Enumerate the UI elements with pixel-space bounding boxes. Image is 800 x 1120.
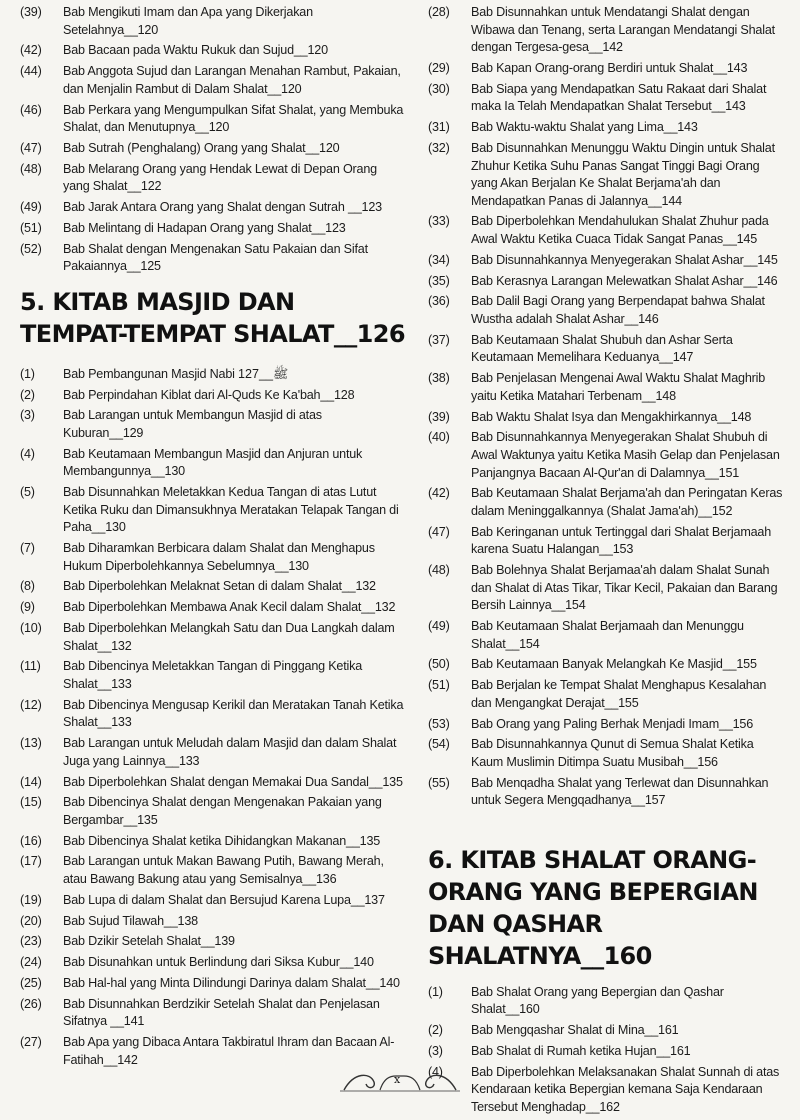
entry-title: Bab Bolehnya Shalat Berjamaa'ah dalam Shalat Sunah dan Shalat di Atas Tikar, Tikar Kecil, Pakaian dan Barang Bersih Lainnya__154 xyxy=(471,563,778,613)
entry-title: Bab Diperbolehkan Mendahulukan Shalat Zhuhur pada Awal Waktu Ketika Cuaca Tidak Sangat Panas__145 xyxy=(471,214,769,247)
toc-entry xyxy=(20,140,405,158)
entry-title: Bab Disunnahkan untuk Mendatangi Shalat dengan Wibawa dan Tenang, serta Larangan Mendatangi Shalat dengan Tergesa-gesa__142 xyxy=(471,5,775,55)
entry-title: Bab Larangan untuk Membangun Masjid di atas Kuburan__129 xyxy=(63,408,322,440)
entry-title: Bab Kapan Orang-orang Berdiri untuk Shalat__143 xyxy=(471,60,748,75)
entry-number: (36) xyxy=(428,294,450,309)
entry-title: Bab Dalil Bagi Orang yang Berpendapat bahwa Shalat Wustha adalah Shalat Ashar__146 xyxy=(471,294,765,326)
entry-title: Bab Kerasnya Larangan Melewatkan Shalat Ashar__146 xyxy=(471,273,778,288)
entry-title: Bab Dibencinya Shalat dengan Mengenakan Pakaian yang Bergambar__135 xyxy=(63,795,382,827)
entry-number: (48) xyxy=(428,563,450,578)
entry-title: Bab Larangan untuk Makan Bawang Putih, Bawang Merah, atau Bawang Bakung atau yang Semisalnya__136 xyxy=(63,854,384,887)
toc-entry xyxy=(20,735,405,770)
entry-number: (1) xyxy=(428,984,443,999)
toc-entry xyxy=(20,774,405,792)
toc-entry xyxy=(428,293,788,328)
section-heading-5: 5. KITAB MASJID DAN TEMPAT-TEMPAT SHALAT__126 xyxy=(20,287,405,348)
entry-number: (39) xyxy=(20,5,42,19)
entry-title: Bab Dibencinya Mengusap Kerikil dan Meratakan Tanah Ketika Shalat__133 xyxy=(63,697,404,730)
entry-number: (25) xyxy=(20,975,42,990)
entry-number: (49) xyxy=(20,200,42,215)
toc-list-section-6 xyxy=(428,984,788,1117)
toc-list-right-top xyxy=(428,4,788,810)
toc-list-section-5 xyxy=(20,366,405,1070)
entry-number: (19) xyxy=(20,892,42,907)
entry-title: Bab Waktu-waktu Shalat yang Lima__143 xyxy=(471,120,698,135)
entry-number: (47) xyxy=(20,140,42,155)
toc-entry xyxy=(20,4,405,39)
toc-entry xyxy=(20,892,405,910)
entry-number: (31) xyxy=(428,120,450,135)
toc-entry xyxy=(20,658,405,693)
entry-number: (46) xyxy=(20,102,42,117)
entry-number: (32) xyxy=(428,140,450,155)
entry-title: Bab Melintang di Hadapan Orang yang Shalat__123 xyxy=(63,220,346,235)
entry-number: (26) xyxy=(20,996,42,1011)
entry-number: (4) xyxy=(428,1064,443,1079)
toc-list-left-top xyxy=(20,4,405,276)
entry-title: Bab Hal-hal yang Minta Dilindungi Darinya dalam Shalat__140 xyxy=(63,975,400,990)
section-heading-6: 6. KITAB SHALAT ORANG-ORANG YANG BEPERGIAN DAN QASHAR SHALATNYA__160 xyxy=(428,845,758,970)
toc-entry xyxy=(20,1034,405,1069)
entry-number: (8) xyxy=(20,579,35,594)
entry-number: (4) xyxy=(20,446,35,461)
toc-entry xyxy=(20,853,405,888)
entry-title: Bab Diperbolehkan Melaknat Setan di dalam Shalat__132 xyxy=(63,579,376,594)
entry-title: Bab Apa yang Dibaca Antara Takbiratul Ihram dan Bacaan Al-Fatihah__142 xyxy=(63,1035,395,1067)
toc-entry xyxy=(428,409,788,427)
toc-entry xyxy=(428,485,788,520)
entry-title: Bab Larangan untuk Meludah dalam Masjid dan dalam Shalat Juga yang Lainnya__133 xyxy=(63,736,397,768)
entry-title: Bab Disunnahkannya Qunut di Semua Shalat Ketika Kaum Muslimin Ditimpa Suatu Musibah__156 xyxy=(471,737,754,769)
toc-entry xyxy=(20,578,405,596)
toc-entry xyxy=(428,618,788,653)
entry-number: (5) xyxy=(20,485,35,500)
entry-number: (9) xyxy=(20,600,35,615)
entry-title: Bab Penjelasan Mengenai Awal Waktu Shalat Maghrib yaitu Ketika Matahari Terbenam__148 xyxy=(471,371,766,403)
toc-entry xyxy=(20,102,405,137)
entry-number: (39) xyxy=(428,409,450,424)
entry-title: Bab Mengqashar Shalat di Mina__161 xyxy=(471,1023,679,1038)
entry-title: Bab Perpindahan Kiblat dari Al-Quds Ke Ka'bah__128 xyxy=(63,387,355,402)
entry-number: (2) xyxy=(20,387,35,402)
entry-number: (37) xyxy=(428,332,450,347)
toc-entry xyxy=(20,620,405,655)
entry-title: Bab Dzikir Setelah Shalat__139 xyxy=(63,934,235,949)
entry-number: (10) xyxy=(20,621,42,636)
entry-title: Bab Keutamaan Banyak Melangkah Ke Masjid__155 xyxy=(471,657,757,672)
entry-title: Bab Disunahkan untuk Berlindung dari Siksa Kubur__140 xyxy=(63,955,374,970)
entry-title: Bab Jarak Antara Orang yang Shalat dengan Sutrah __123 xyxy=(63,200,382,215)
entry-number: (29) xyxy=(428,60,450,75)
toc-entry xyxy=(20,63,405,98)
entry-title: Bab Perkara yang Mengumpulkan Sifat Shalat, yang Membuka Shalat, dan Menutupnya__120 xyxy=(63,102,404,135)
entry-number: (20) xyxy=(20,913,42,928)
toc-entry xyxy=(20,220,405,238)
entry-number: (7) xyxy=(20,541,35,556)
toc-entry xyxy=(20,446,405,481)
toc-entry xyxy=(20,975,405,993)
entry-title: Bab Lupa di dalam Shalat dan Bersujud Karena Lupa__137 xyxy=(63,892,385,907)
toc-entry xyxy=(20,913,405,931)
entry-title: Bab Keutamaan Shalat Berjamaah dan Menunggu Shalat__154 xyxy=(471,619,744,651)
entry-title: Bab Waktu Shalat Isya dan Mengakhirkannya__148 xyxy=(471,409,752,424)
toc-entry xyxy=(428,213,788,248)
entry-title: Bab Bacaan pada Waktu Rukuk dan Sujud__120 xyxy=(63,43,328,58)
entry-title: Bab Diperbolehkan Melaksanakan Shalat Sunnah di atas Kendaraan ketika Bepergian kemana Saja Kendaraan Tersebut Menghadap__162 xyxy=(471,1064,780,1114)
toc-entry xyxy=(428,775,788,810)
toc-entry xyxy=(20,199,405,217)
toc-entry xyxy=(20,954,405,972)
entry-number: (16) xyxy=(20,833,42,848)
toc-entry xyxy=(20,484,405,537)
entry-title: Bab Diperbolehkan Melangkah Satu dan Dua Langkah dalam Shalat__132 xyxy=(63,621,395,653)
entry-number: (33) xyxy=(428,214,450,229)
toc-entry xyxy=(20,161,405,196)
entry-title: Bab Diharamkan Berbicara dalam Shalat dan Menghapus Hukum Diperbolehkannya Sebelumnya__130 xyxy=(63,541,375,573)
entry-title: Bab Shalat dengan Mengenakan Satu Pakaian dan Sifat Pakaiannya__125 xyxy=(63,241,368,274)
entry-number: (11) xyxy=(20,659,41,674)
entry-number: (42) xyxy=(428,486,450,501)
entry-number: (50) xyxy=(428,657,450,672)
entry-title: Bab Keringanan untuk Tertinggal dari Shalat Berjamaah karena Suatu Halangan__153 xyxy=(471,524,772,557)
entry-number: (23) xyxy=(20,934,42,949)
entry-title: Bab Disunnahkan Berdzikir Setelah Shalat dan Penjelasan Sifatnya __141 xyxy=(63,996,380,1029)
toc-entry xyxy=(428,370,788,405)
entry-number: (54) xyxy=(428,737,450,752)
toc-entry xyxy=(428,677,788,712)
entry-number: (53) xyxy=(428,716,450,731)
entry-number: (13) xyxy=(20,736,42,751)
entry-title: Bab Dibencinya Meletakkan Tangan di Pinggang Ketika Shalat__133 xyxy=(63,659,363,691)
entry-number: (55) xyxy=(428,775,450,790)
entry-title: Bab Shalat Orang yang Bepergian dan Qashar Shalat__160 xyxy=(471,984,724,1017)
entry-number: (44) xyxy=(20,64,42,79)
toc-entry xyxy=(428,562,788,615)
toc-entry xyxy=(20,933,405,951)
toc-entry xyxy=(428,716,788,734)
entry-title: Bab Menqadha Shalat yang Terlewat dan Disunnahkan untuk Segera Mengqadhanya__157 xyxy=(471,775,769,808)
entry-title: Bab Anggota Sujud dan Larangan Menahan Rambut, Pakaian, dan Menjalin Rambut di Dalam Shalat__120 xyxy=(63,64,401,96)
entry-title: Bab Siapa yang Mendapatkan Satu Rakaat dari Shalat maka Ia Telah Mendapatkan Shalat Tersebut__143 xyxy=(471,81,767,114)
toc-entry xyxy=(428,1043,788,1061)
right-column xyxy=(428,4,788,1120)
entry-number: (14) xyxy=(20,774,42,789)
toc-entry xyxy=(428,252,788,270)
entry-title: Bab Orang yang Paling Berhak Menjadi Imam__156 xyxy=(471,716,754,731)
entry-number: (12) xyxy=(20,697,42,712)
entry-title: Bab Disunnahkan Menunggu Waktu Dingin untuk Shalat Zhuhur Ketika Suhu Panas Sangat Tinggi Bagi Orang yang Akan Berjalan Ke Shalat Berjama'ah dan Mendapatkan Panas di Jalannya__144 xyxy=(471,140,775,208)
toc-entry xyxy=(20,42,405,60)
toc-entry xyxy=(20,241,405,276)
entry-title: Bab Melarang Orang yang Hendak Lewat di Depan Orang yang Shalat__122 xyxy=(63,161,377,194)
entry-number: (48) xyxy=(20,161,42,176)
toc-entry xyxy=(20,366,405,384)
entry-title: Bab Keutamaan Shalat Shubuh dan Ashar Serta Keutamaan Memelihara Keduanya__147 xyxy=(471,332,733,365)
toc-entry xyxy=(428,1064,788,1117)
entry-title: Bab Diperbolehkan Membawa Anak Kecil dalam Shalat__132 xyxy=(63,600,396,615)
entry-number: (15) xyxy=(20,795,42,810)
toc-entry xyxy=(20,697,405,732)
entry-number: (52) xyxy=(20,241,42,256)
entry-number: (51) xyxy=(428,678,450,693)
entry-title: Bab Disunnahkannya Menyegerakan Shalat Ashar__145 xyxy=(471,252,778,267)
entry-title: Bab Sutrah (Penghalang) Orang yang Shalat__120 xyxy=(63,140,340,155)
toc-entry xyxy=(428,656,788,674)
toc-entry xyxy=(20,996,405,1031)
toc-entry xyxy=(428,81,788,116)
toc-entry xyxy=(20,833,405,851)
entry-number: (3) xyxy=(428,1044,443,1059)
entry-number: (40) xyxy=(428,430,450,445)
toc-entry xyxy=(20,387,405,405)
toc-entry xyxy=(20,407,405,442)
toc-entry xyxy=(428,119,788,137)
entry-number: (51) xyxy=(20,220,42,235)
footer-ornament xyxy=(340,1070,460,1092)
entry-number: (49) xyxy=(428,619,450,633)
entry-number: (42) xyxy=(20,43,42,58)
entry-title: Bab Diperbolehkan Shalat dengan Memakai Dua Sandal__135 xyxy=(63,774,403,789)
entry-number: (47) xyxy=(428,524,450,539)
toc-entry xyxy=(428,140,788,210)
entry-title: Bab Disunnahkan Meletakkan Kedua Tangan di atas Lutut Ketika Ruku dan Dimansukhnya Meratakan Telapak Tangan di Paha__130 xyxy=(63,485,399,535)
toc-entry xyxy=(428,60,788,78)
entry-number: (27) xyxy=(20,1035,42,1050)
entry-title: Bab Keutamaan Membangun Masjid dan Anjuran untuk Membangunnya__130 xyxy=(63,446,363,479)
entry-number: (17) xyxy=(20,854,42,869)
toc-entry xyxy=(428,273,788,291)
toc-entry xyxy=(20,599,405,617)
entry-number: (34) xyxy=(428,252,450,267)
entry-title: Bab Keutamaan Shalat Berjama'ah dan Peringatan Keras dalam Meninggalkannya (Shalat Jama'ah)__152 xyxy=(471,486,783,518)
entry-number: (3) xyxy=(20,408,35,423)
toc-entry xyxy=(428,984,788,1019)
entry-title: Bab Shalat di Rumah ketika Hujan__161 xyxy=(471,1044,691,1059)
entry-number: (1) xyxy=(20,366,35,381)
entry-number: (30) xyxy=(428,81,450,96)
entry-title: Bab Disunnahkannya Menyegerakan Shalat Shubuh di Awal Waktunya yaitu Ketika Masih Gelap dan Penjelasan Panjangnya Bacaan Al-Qur'an di Dalamnya__151 xyxy=(471,430,780,480)
entry-number: (28) xyxy=(428,5,450,19)
entry-title: Bab Sujud Tilawah__138 xyxy=(63,913,198,928)
toc-entry xyxy=(428,524,788,559)
left-column xyxy=(20,4,405,1073)
toc-entry xyxy=(20,794,405,829)
toc-entry xyxy=(428,1022,788,1040)
entry-number: (24) xyxy=(20,955,42,970)
toc-entry xyxy=(428,332,788,367)
entry-number: (2) xyxy=(428,1023,443,1038)
entry-title: Bab Berjalan ke Tempat Shalat Menghapus Kesalahan dan Mengangkat Derajat__155 xyxy=(471,678,767,710)
toc-entry xyxy=(428,4,788,57)
entry-title: Bab Pembangunan Masjid Nabi ﷺ__127 xyxy=(63,366,289,381)
toc-entry xyxy=(428,429,788,482)
entry-title: Bab Mengikuti Imam dan Apa yang Dikerjakan Setelahnya__120 xyxy=(63,5,313,37)
toc-entry xyxy=(428,736,788,771)
entry-title: Bab Dibencinya Shalat ketika Dihidangkan Makanan__135 xyxy=(63,833,381,848)
entry-number: (38) xyxy=(428,371,450,386)
toc-entry xyxy=(20,540,405,575)
page-number: x xyxy=(394,1073,401,1086)
entry-number: (35) xyxy=(428,273,450,288)
